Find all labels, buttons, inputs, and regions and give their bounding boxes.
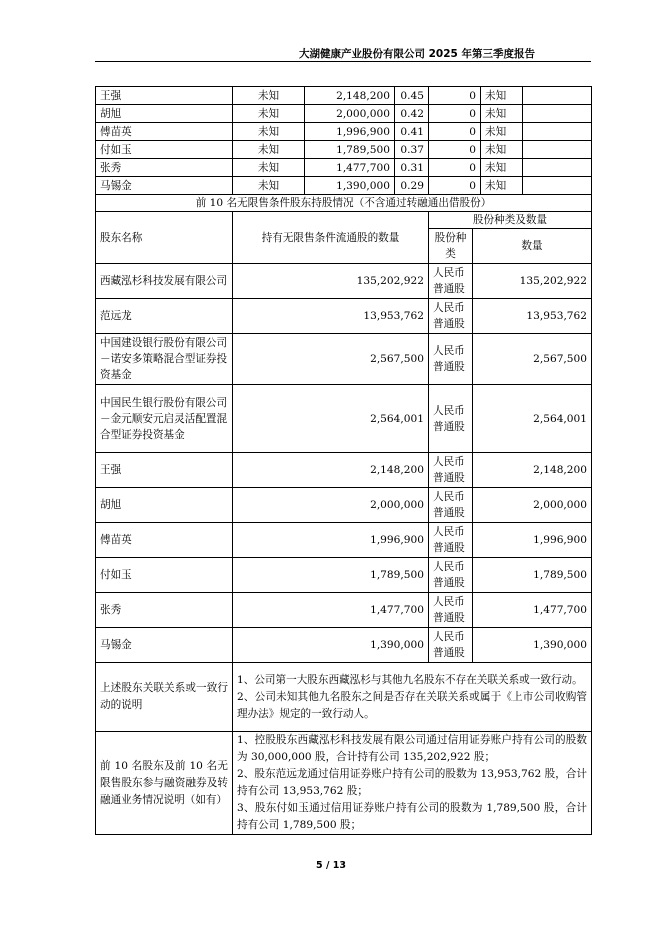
shareholder-name: 范远龙 — [96, 299, 233, 334]
unrestricted-shares-held: 135,202,922 — [233, 264, 429, 299]
share-type: 人民币普通股 — [429, 385, 473, 453]
relation-line: 2、公司未知其他九名股东之间是否存在关联关系或属于《上市公司收购管理办法》规定的一致行动人。 — [237, 690, 588, 720]
table-row — [96, 453, 592, 488]
unrestricted-shares-held: 1,477,700 — [233, 593, 429, 628]
page-number: 5 / 13 — [316, 860, 346, 871]
shareholder-nature: 未知 — [233, 123, 305, 141]
restricted-shares: 0 — [429, 141, 481, 159]
relation-line: 1、公司第一大股东西藏泓杉与其他九名股东不存在关联关系或一致行动。 — [237, 673, 583, 686]
table-row — [96, 732, 592, 835]
pledge-status: 未知 — [481, 177, 523, 195]
pledge-quantity — [523, 141, 592, 159]
share-quantity: 1,996,900 — [473, 523, 592, 558]
table-row — [96, 593, 592, 628]
shares-held: 2,000,000 — [305, 105, 395, 123]
pledge-quantity — [523, 177, 592, 195]
restricted-shares: 0 — [429, 87, 481, 105]
table-row — [96, 105, 592, 123]
share-type: 人民币普通股 — [429, 264, 473, 299]
shareholder-name: 王强 — [96, 453, 233, 488]
shareholder-name: 马锡金 — [96, 628, 233, 663]
share-quantity: 135,202,922 — [473, 264, 592, 299]
table-row — [96, 334, 592, 385]
table-row — [96, 264, 592, 299]
unrestricted-shares-held: 2,000,000 — [233, 488, 429, 523]
shareholder-nature: 未知 — [233, 87, 305, 105]
unrestricted-shares-held: 13,953,762 — [233, 299, 429, 334]
unrestricted-shares-held: 2,567,500 — [233, 334, 429, 385]
table-row — [96, 87, 592, 105]
shareholder-name: 傅苗英 — [96, 123, 233, 141]
shareholder-name: 王强 — [96, 87, 233, 105]
shares-held: 1,390,000 — [305, 177, 395, 195]
margin-trading-line: 2、股东范远龙通过信用证券账户持有公司的股数为 13,953,762 股，合计持有公司 13,953,762 股； — [237, 768, 588, 797]
holding-percentage: 0.42 — [395, 105, 429, 123]
table-row — [96, 628, 592, 663]
unrestricted-shares-held: 1,390,000 — [233, 628, 429, 663]
section-title: 前 10 名无限售条件股东持股情况（不含通过转融通出借股份） — [96, 195, 592, 212]
shareholder-name: 张秀 — [96, 159, 233, 177]
table-row — [96, 558, 592, 593]
shareholder-name: 胡旭 — [96, 105, 233, 123]
pledge-quantity — [523, 159, 592, 177]
table-row — [96, 663, 592, 732]
share-type: 人民币普通股 — [429, 299, 473, 334]
table-row — [96, 123, 592, 141]
share-type: 人民币普通股 — [429, 453, 473, 488]
col-header-share-type: 股份种类 — [429, 229, 473, 264]
shares-held: 2,148,200 — [305, 87, 395, 105]
margin-trading-line: 1、控股股东西藏泓杉科技发展有限公司通过信用证券账户持有公司的股数为 30,000,000 股，合计持有公司 135,202,922 股； — [237, 734, 588, 763]
table-row — [96, 141, 592, 159]
pledge-status: 未知 — [481, 87, 523, 105]
pledge-status: 未知 — [481, 123, 523, 141]
table-row — [96, 177, 592, 195]
shares-held: 1,789,500 — [305, 141, 395, 159]
pledge-quantity — [523, 105, 592, 123]
table-row — [96, 385, 592, 453]
share-type: 人民币普通股 — [429, 488, 473, 523]
shareholder-name: 马锡金 — [96, 177, 233, 195]
col-header-unrestricted-shares: 持有无限售条件流通股的数量 — [233, 212, 429, 264]
share-quantity: 1,477,700 — [473, 593, 592, 628]
shares-held: 1,477,700 — [305, 159, 395, 177]
restricted-shares: 0 — [429, 159, 481, 177]
share-type: 人民币普通股 — [429, 628, 473, 663]
holding-percentage: 0.31 — [395, 159, 429, 177]
unrestricted-shares-held: 2,148,200 — [233, 453, 429, 488]
report-header-title: 大湖健康产业股份有限公司 2025 年第三季度报告 — [298, 48, 535, 60]
margin-trading-description — [233, 732, 592, 835]
table-row — [96, 488, 592, 523]
share-type: 人民币普通股 — [429, 593, 473, 628]
shareholder-name: 张秀 — [96, 593, 233, 628]
shareholder-name: 付如玉 — [96, 141, 233, 159]
restricted-shares: 0 — [429, 123, 481, 141]
shareholder-name: 中国民生银行股份有限公司－金元顺安元启灵活配置混合型证券投资基金 — [96, 385, 233, 453]
shareholder-name: 付如玉 — [96, 558, 233, 593]
shares-held: 1,996,900 — [305, 123, 395, 141]
shareholder-nature: 未知 — [233, 105, 305, 123]
pledge-status: 未知 — [481, 141, 523, 159]
header-divider — [95, 61, 591, 62]
share-quantity: 2,148,200 — [473, 453, 592, 488]
margin-trading-line: 3、股东付如玉通过信用证券账户持有公司的股数为 1,789,500 股，合计持有公司 1,789,500 股； — [237, 802, 588, 831]
shareholder-name: 中国建设银行股份有限公司－诺安多策略混合型证券投资基金 — [96, 334, 233, 385]
unrestricted-shareholders-table — [95, 194, 592, 835]
share-quantity: 2,567,500 — [473, 334, 592, 385]
share-type: 人民币普通股 — [429, 334, 473, 385]
pledge-status: 未知 — [481, 105, 523, 123]
relation-label: 上述股东关联关系或一致行动的说明 — [96, 663, 233, 732]
table-row — [96, 523, 592, 558]
margin-trading-label: 前 10 名股东及前 10 名无限售股东参与融资融券及转融通业务情况说明（如有） — [96, 732, 233, 835]
pledge-quantity — [523, 123, 592, 141]
holding-percentage: 0.37 — [395, 141, 429, 159]
shareholder-nature: 未知 — [233, 177, 305, 195]
share-type: 人民币普通股 — [429, 523, 473, 558]
unrestricted-shares-held: 1,789,500 — [233, 558, 429, 593]
col-header-shareholder-name: 股东名称 — [96, 212, 233, 264]
holding-percentage: 0.41 — [395, 123, 429, 141]
shareholder-name: 胡旭 — [96, 488, 233, 523]
holding-percentage: 0.45 — [395, 87, 429, 105]
pledge-status: 未知 — [481, 159, 523, 177]
restricted-shares: 0 — [429, 105, 481, 123]
shareholder-nature: 未知 — [233, 141, 305, 159]
share-type: 人民币普通股 — [429, 558, 473, 593]
shareholder-name: 傅苗英 — [96, 523, 233, 558]
shareholder-nature: 未知 — [233, 159, 305, 177]
share-quantity: 2,564,001 — [473, 385, 592, 453]
col-header-share-type-group: 股份种类及数量 — [429, 212, 592, 229]
pledge-quantity — [523, 87, 592, 105]
unrestricted-shares-held: 2,564,001 — [233, 385, 429, 453]
restricted-shares: 0 — [429, 177, 481, 195]
shareholder-name: 西藏泓杉科技发展有限公司 — [96, 264, 233, 299]
relation-description — [233, 663, 592, 732]
table-row — [96, 159, 592, 177]
col-header-quantity: 数量 — [473, 229, 592, 264]
share-quantity: 13,953,762 — [473, 299, 592, 334]
share-quantity: 1,789,500 — [473, 558, 592, 593]
share-quantity: 2,000,000 — [473, 488, 592, 523]
unrestricted-shares-held: 1,996,900 — [233, 523, 429, 558]
table-row — [96, 299, 592, 334]
holding-percentage: 0.29 — [395, 177, 429, 195]
top10-shareholders-table-continued — [95, 86, 592, 195]
share-quantity: 1,390,000 — [473, 628, 592, 663]
